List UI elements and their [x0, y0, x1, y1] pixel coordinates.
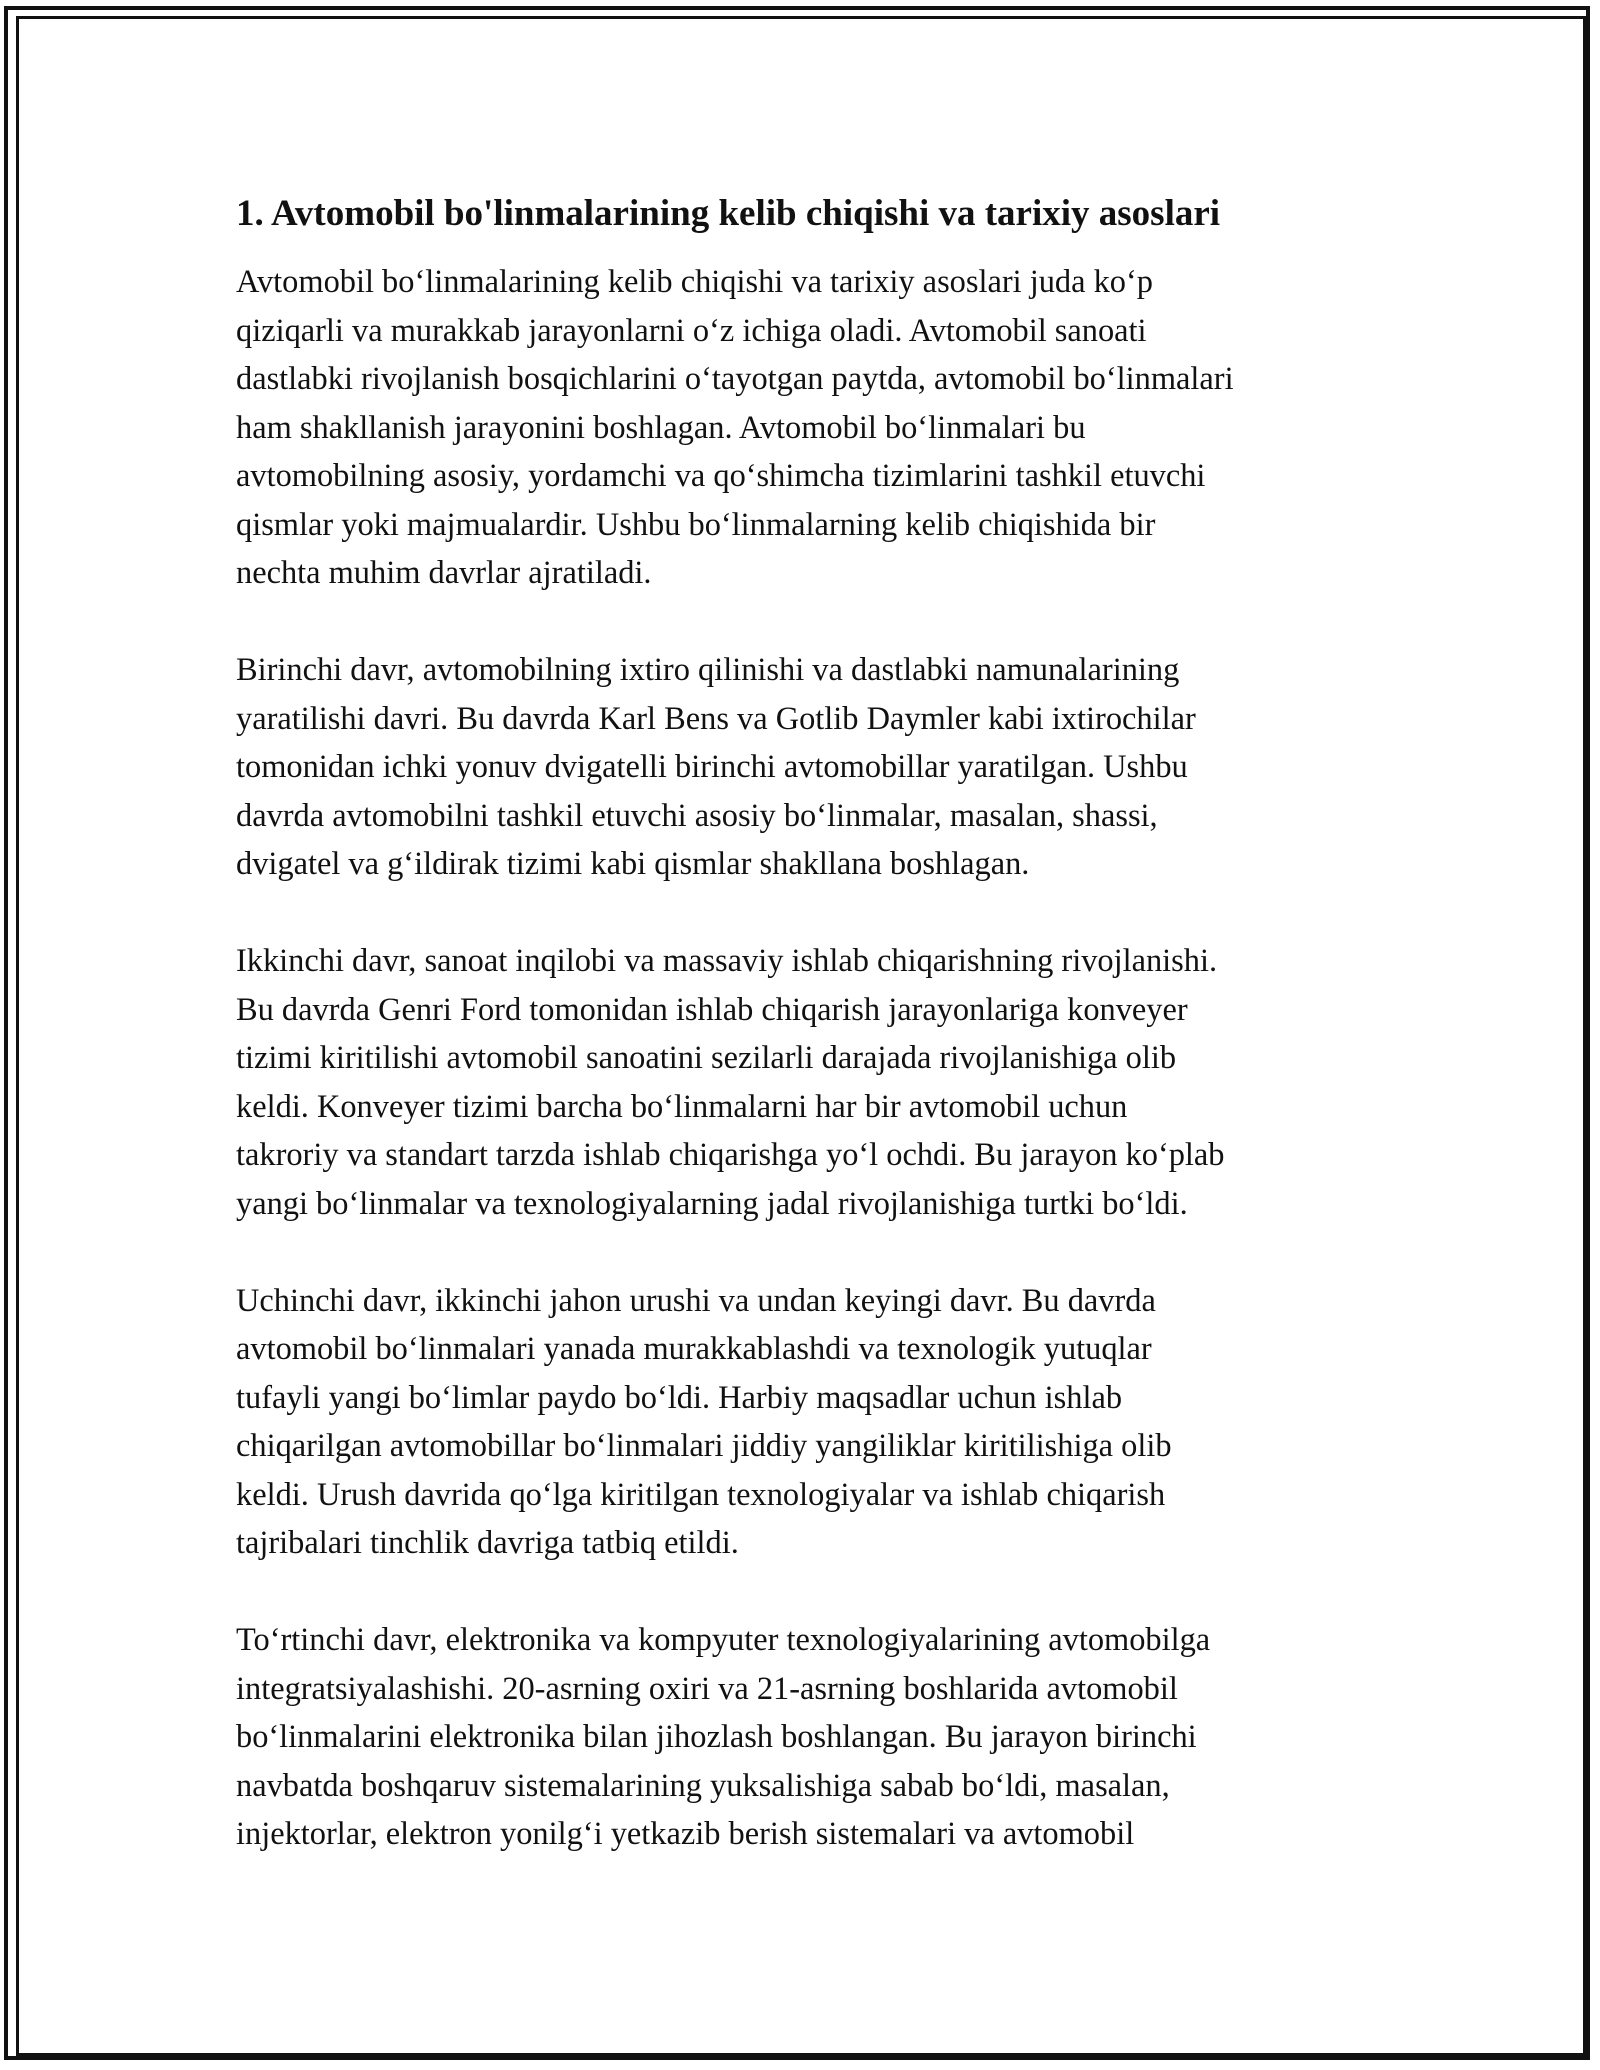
text-line: yaratilishi davri. Bu davrda Karl Bens va Gotlib Daymler kabi ixtirochilar — [236, 700, 1196, 737]
text-line: integratsiyalashishi. 20-asrning oxiri va 21-asrning boshlarida avtomobil — [236, 1670, 1178, 1707]
text-line: tufayli yangi bo‘limlar paydo bo‘ldi. Harbiy maqsadlar uchun ishlab — [236, 1379, 1123, 1416]
text-line: takroriy va standart tarzda ishlab chiqarishga yo‘l ochdi. Bu jarayon ko‘plab — [236, 1137, 1225, 1173]
text-line: dvigatel va g‘ildirak tizimi kabi qismlar shakllana boshlagan. — [236, 846, 1030, 882]
text-line: Ikkinchi davr, sanoat inqilobi va massaviy ishlab chiqarishning rivojlanishi. — [236, 943, 1218, 979]
text-line: ham shakllanish jarayonini boshlagan. Avtomobil bo‘linmalari bu — [236, 409, 1086, 446]
text-line: keldi. Urush davrida qo‘lga kiritilgan texnologiyalar va ishlab chiqarish — [236, 1476, 1166, 1513]
text-line: chiqarilgan avtomobillar bo‘linmalari jiddiy yangiliklar kiritilishiga olib — [236, 1428, 1172, 1464]
text-line: nechta muhim davrlar ajratiladi. — [236, 555, 652, 591]
text-line: qiziqarli va murakkab jarayonlarni o‘z ichiga oladi. Avtomobil sanoati — [236, 312, 1147, 349]
paragraph-second-period — [236, 937, 1376, 1228]
text-line: bo‘linmalarini elektronika bilan jihozlash boshlangan. Bu jarayon birinchi — [236, 1719, 1197, 1755]
text-line: davrda avtomobilni tashkil etuvchi asosiy bo‘linmalar, masalan, shassi, — [236, 797, 1158, 834]
text-line: navbatda boshqaruv sistemalarining yuksalishiga sabab bo‘ldi, masalan, — [236, 1767, 1170, 1804]
text-line: avtomobil bo‘linmalari yanada murakkablashdi va texnologik yutuqlar — [236, 1331, 1152, 1367]
text-line: keldi. Konveyer tizimi barcha bo‘linmalarni har bir avtomobil uchun — [236, 1088, 1128, 1125]
paragraph-first-period — [236, 646, 1376, 889]
paragraph-fourth-period — [236, 1616, 1376, 1859]
text-line: yangi bo‘linmalar va texnologiyalarning jadal rivojlanishiga turtki bo‘ldi. — [236, 1185, 1188, 1222]
text-line: dastlabki rivojlanish bosqichlarini o‘tayotgan paytda, avtomobil bo‘linmalari — [236, 361, 1234, 397]
text-line: Bu davrda Genri Ford tomonidan ishlab chiqarish jarayonlariga konveyer — [236, 991, 1188, 1028]
text-line: Uchinchi davr, ikkinchi jahon urushi va undan keyingi davr. Bu davrda — [236, 1282, 1156, 1319]
text-line: qismlar yoki majmualardir. Ushbu bo‘linmalarning kelib chiqishida bir — [236, 506, 1156, 543]
text-line: To‘rtinchi davr, elektronika va kompyuter texnologiyalarining avtomobilga — [236, 1622, 1211, 1658]
text-line: tizimi kiritilishi avtomobil sanoatini sezilarli darajada rivojlanishiga olib — [236, 1040, 1177, 1076]
text-line: tajribalari tinchlik davriga tatbiq etildi. — [236, 1525, 739, 1561]
paragraph-intro — [236, 258, 1376, 598]
section-heading: 1. Avtomobil bo'linmalarining kelib chiqishi va tarixiy asoslari — [236, 193, 1221, 234]
text-line: avtomobilning asosiy, yordamchi va qo‘shimcha tizimlarini tashkil etuvchi — [236, 458, 1206, 494]
text-line: injektorlar, elektron yonilg‘i yetkazib berish sistemalari va avtomobil — [236, 1816, 1135, 1852]
paragraph-third-period — [236, 1277, 1376, 1568]
text-line: tomonidan ichki yonuv dvigatelli birinchi avtomobillar yaratilgan. Ushbu — [236, 749, 1188, 785]
document-body — [236, 188, 1376, 1907]
text-line: Avtomobil bo‘linmalarining kelib chiqishi va tarixiy asoslari juda ko‘p — [236, 264, 1153, 300]
text-line: Birinchi davr, avtomobilning ixtiro qilinishi va dastlabki namunalarining — [236, 652, 1180, 688]
